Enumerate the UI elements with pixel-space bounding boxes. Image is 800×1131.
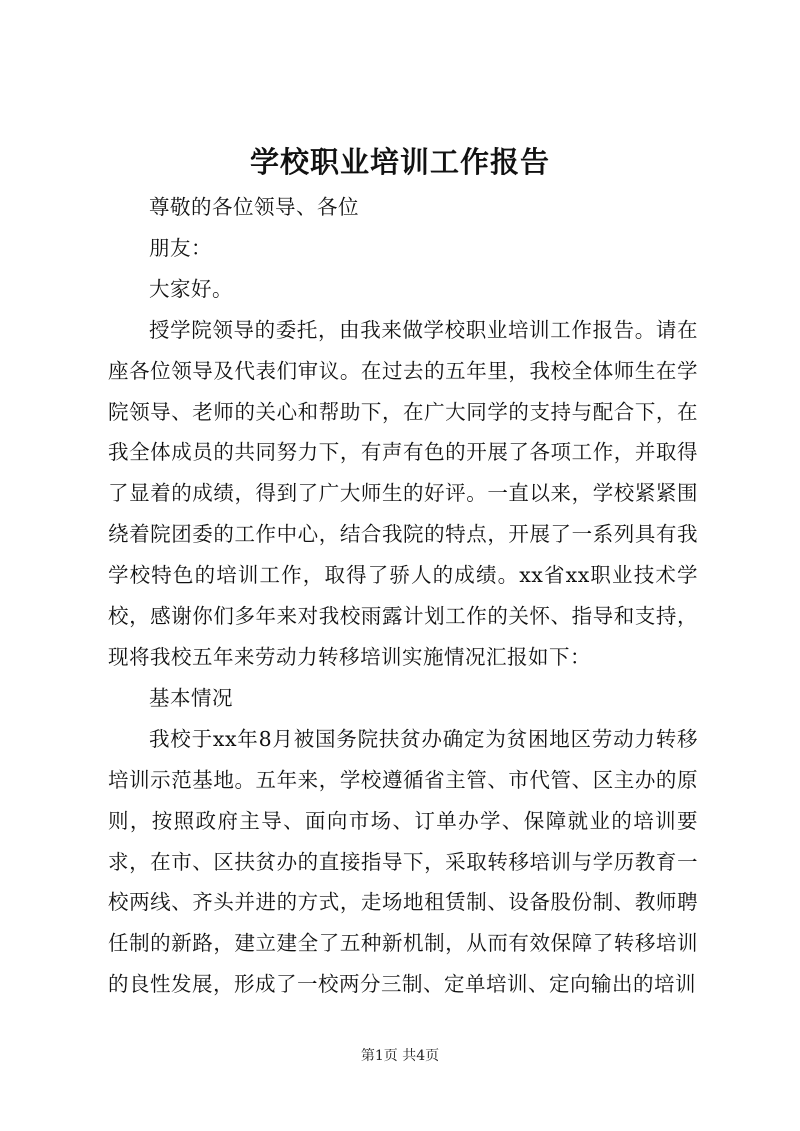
- paragraph-basic-situation: 我校于xx年8月被国务院扶贫办确定为贫困地区劳动力转移培训示范基地。五年来，学校遵循省主管、市代管、区主办的原则，按照政府主导、面向市场、订单办学、保障就业的培训要求，在市、区扶贫办的直接指导下，采取转移培训与学历教育一校两线、齐头并进的方式，走场地租赁制、设备股份制、教师聘任制的新路，建立建全了五种新机制，从而有效保障了转移培训的良性发展，形成了一校两分三制、定单培训、定向输出的培训: [108, 726, 698, 997]
- document-body: [108, 187, 698, 1005]
- page-number-footer: 第1页 共4页: [360, 1048, 440, 1064]
- paragraph-salutation-2: 朋友：: [149, 235, 212, 260]
- paragraph-introduction: 授学院领导的委托，由我来做学校职业培训工作报告。请在座各位领导及代表们审议。在过去的五年里，我校全体师生在学院领导、老师的关心和帮助下，在广大同学的支持与配合下，在我全体成员的共同努力下，有声有色的开展了各项工作，并取得了显着的成绩，得到了广大师生的好评。一直以来，学校紧紧围绕着院团委的工作中心，结合我院的特点，开展了一系列具有我学校特色的培训工作，取得了骄人的成绩。xx省xx职业技术学校，感谢你们多年来对我校雨露计划工作的关怀、指导和支持，现将我校五年来劳动力转移培训实施情况汇报如下：: [108, 317, 698, 669]
- document-title: 学校职业培训工作报告: [249, 145, 550, 179]
- paragraph-salutation-1: 尊敬的各位领导、各位: [149, 195, 359, 219]
- paragraph-greeting: 大家好。: [149, 276, 233, 301]
- section-heading-basic-situation: 基本情况: [149, 685, 233, 710]
